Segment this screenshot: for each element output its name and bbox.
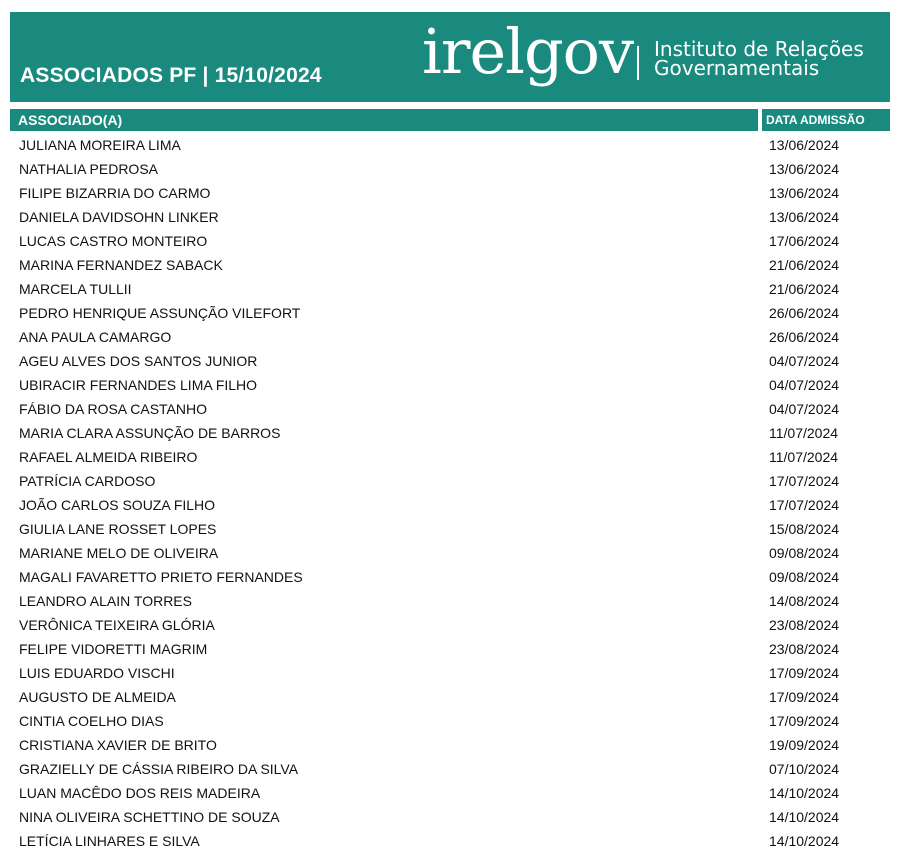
- admission-date: 13/06/2024: [769, 185, 840, 201]
- table-row: [0, 589, 900, 613]
- admission-date: 13/06/2024: [769, 161, 840, 177]
- admission-date: 04/07/2024: [769, 353, 840, 369]
- admission-date: 13/06/2024: [769, 137, 840, 153]
- associates-list: [0, 133, 900, 853]
- associate-name: MARIA CLARA ASSUNÇÃO DE BARROS: [19, 425, 281, 441]
- admission-date: 23/08/2024: [769, 641, 840, 657]
- associate-name: NATHALIA PEDROSA: [19, 161, 159, 177]
- admission-date: 17/07/2024: [769, 497, 840, 513]
- admission-date: 07/10/2024: [769, 761, 840, 777]
- associate-name: UBIRACIR FERNANDES LIMA FILHO: [19, 377, 258, 393]
- associate-name: LETÍCIA LINHARES E SILVA: [19, 833, 200, 849]
- table-row: [0, 541, 900, 565]
- irelgov-logo: [422, 16, 882, 96]
- table-row: [0, 637, 900, 661]
- admission-date: 09/08/2024: [769, 569, 840, 585]
- table-row: [0, 613, 900, 637]
- logo-wordmark: irelgov: [422, 15, 634, 88]
- logo-divider: [637, 46, 639, 80]
- associate-name: LUIS EDUARDO VISCHI: [19, 665, 175, 681]
- admission-date: 11/07/2024: [769, 425, 839, 441]
- table-row: [0, 373, 900, 397]
- table-row: [0, 493, 900, 517]
- associate-name: JOÃO CARLOS SOUZA FILHO: [19, 497, 216, 513]
- admission-date: 19/09/2024: [769, 737, 840, 753]
- admission-date: 04/07/2024: [769, 401, 840, 417]
- admission-date: 14/10/2024: [769, 833, 840, 849]
- column-header-associado: [10, 109, 758, 131]
- column-header-associado-label: ASSOCIADO(A): [18, 112, 123, 128]
- table-row: [0, 133, 900, 157]
- associate-name: ANA PAULA CAMARGO: [19, 329, 172, 345]
- table-row: [0, 733, 900, 757]
- associate-name: CINTIA COELHO DIAS: [19, 713, 164, 729]
- admission-date: 23/08/2024: [769, 617, 840, 633]
- table-row: [0, 781, 900, 805]
- associate-name: PATRÍCIA CARDOSO: [19, 473, 156, 489]
- admission-date: 17/07/2024: [769, 473, 840, 489]
- table-row: [0, 685, 900, 709]
- admission-date: 21/06/2024: [769, 281, 840, 297]
- table-row: [0, 805, 900, 829]
- admission-date: 15/08/2024: [769, 521, 840, 537]
- table-row: [0, 469, 900, 493]
- table-row: [0, 421, 900, 445]
- table-row: [0, 757, 900, 781]
- associate-name: MAGALI FAVARETTO PRIETO FERNANDES: [19, 569, 303, 585]
- table-row: [0, 565, 900, 589]
- table-row: [0, 709, 900, 733]
- table-row: [0, 445, 900, 469]
- column-header-data-admissao: [762, 109, 890, 131]
- header-banner: [10, 12, 890, 102]
- table-row: [0, 253, 900, 277]
- associate-name: LEANDRO ALAIN TORRES: [19, 593, 192, 609]
- admission-date: 17/09/2024: [769, 665, 840, 681]
- associate-name: AGEU ALVES DOS SANTOS JUNIOR: [19, 353, 258, 369]
- column-header-data-admissao-label: DATA ADMISSÃO: [766, 113, 865, 127]
- associate-name: RAFAEL ALMEIDA RIBEIRO: [19, 449, 198, 465]
- associate-name: MARINA FERNANDEZ SABACK: [19, 257, 223, 273]
- table-row: [0, 397, 900, 421]
- associate-name: FÁBIO DA ROSA CASTANHO: [19, 401, 208, 417]
- table-row: [0, 301, 900, 325]
- admission-date: 13/06/2024: [769, 209, 840, 225]
- page-title: ASSOCIADOS PF | 15/10/2024: [20, 64, 322, 87]
- table-row: [0, 229, 900, 253]
- associate-name: AUGUSTO DE ALMEIDA: [19, 689, 176, 705]
- associate-name: FELIPE VIDORETTI MAGRIM: [19, 641, 208, 657]
- admission-date: 17/09/2024: [769, 689, 840, 705]
- admission-date: 26/06/2024: [769, 305, 840, 321]
- admission-date: 14/10/2024: [769, 785, 840, 801]
- associate-name: GIULIA LANE ROSSET LOPES: [19, 521, 217, 537]
- associate-name: MARCELA TULLII: [19, 281, 132, 297]
- admission-date: 17/06/2024: [769, 233, 840, 249]
- associate-name: PEDRO HENRIQUE ASSUNÇÃO VILEFORT: [19, 305, 301, 321]
- logo-subtitle: [654, 37, 864, 80]
- table-row: [0, 325, 900, 349]
- admission-date: 14/08/2024: [769, 593, 840, 609]
- associate-name: LUAN MACÊDO DOS REIS MADEIRA: [19, 785, 261, 801]
- associate-name: VERÔNICA TEIXEIRA GLÓRIA: [19, 617, 215, 633]
- associate-name: GRAZIELLY DE CÁSSIA RIBEIRO DA SILVA: [19, 761, 299, 777]
- table-row: [0, 349, 900, 373]
- admission-date: 14/10/2024: [769, 809, 840, 825]
- admission-date: 09/08/2024: [769, 545, 840, 561]
- admission-date: 11/07/2024: [769, 449, 839, 465]
- table-row: [0, 157, 900, 181]
- admission-date: 17/09/2024: [769, 713, 840, 729]
- table-row: [0, 661, 900, 685]
- table-row: [0, 181, 900, 205]
- associate-name: FILIPE BIZARRIA DO CARMO: [19, 185, 211, 201]
- associate-name: MARIANE MELO DE OLIVEIRA: [19, 545, 219, 561]
- table-row: [0, 829, 900, 853]
- admission-date: 04/07/2024: [769, 377, 840, 393]
- admission-date: 26/06/2024: [769, 329, 840, 345]
- associate-name: DANIELA DAVIDSOHN LINKER: [19, 209, 219, 225]
- logo-subtitle-line2: Governamentais: [654, 56, 820, 80]
- associate-name: CRISTIANA XAVIER DE BRITO: [19, 737, 217, 753]
- table-row: [0, 277, 900, 301]
- associate-name: LUCAS CASTRO MONTEIRO: [19, 233, 208, 249]
- table-row: [0, 517, 900, 541]
- associate-name: JULIANA MOREIRA LIMA: [19, 137, 181, 153]
- table-row: [0, 205, 900, 229]
- associate-name: NINA OLIVEIRA SCHETTINO DE SOUZA: [19, 809, 280, 825]
- admission-date: 21/06/2024: [769, 257, 840, 273]
- logo-subtitle-line1: Instituto de Relações: [654, 37, 864, 61]
